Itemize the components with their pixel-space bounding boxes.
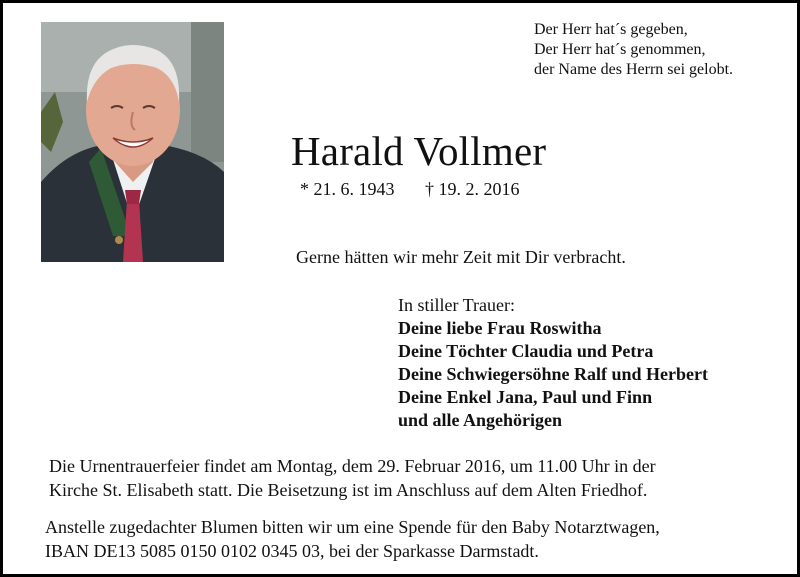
mourner-line: Deine liebe Frau Roswitha bbox=[398, 318, 602, 338]
donation-info bbox=[45, 515, 660, 563]
mourners-intro: In stiller Trauer: bbox=[398, 295, 515, 315]
mourners-block bbox=[398, 294, 708, 432]
verse-line: der Name des Herrn sei gelobt. bbox=[534, 61, 734, 78]
mourner-line: Deine Enkel Jana, Paul und Finn bbox=[398, 387, 653, 407]
bible-verse bbox=[534, 20, 733, 80]
verse-line: Der Herr hat´s gegeben, bbox=[534, 21, 688, 38]
death-date: † 19. 2. 2016 bbox=[425, 179, 520, 199]
memorial-quote: Gerne hätten wir mehr Zeit mit Dir verbracht. bbox=[296, 247, 626, 267]
donation-line: Anstelle zugedachter Blumen bitten wir um eine Spende für den Baby Notarztwagen, bbox=[45, 517, 660, 537]
birth-date: * 21. 6. 1943 bbox=[300, 179, 395, 199]
mourner-line: und alle Angehörigen bbox=[398, 410, 563, 430]
deceased-name: Harald Vollmer bbox=[291, 128, 547, 174]
donation-line: IBAN DE13 5085 0150 0102 0345 03, bei der Sparkasse Darmstadt. bbox=[45, 541, 539, 561]
funeral-service-info bbox=[49, 454, 656, 502]
mourner-line: Deine Töchter Claudia und Petra bbox=[398, 341, 654, 361]
mourner-line: Deine Schwiegersöhne Ralf und Herbert bbox=[398, 364, 708, 384]
verse-line: Der Herr hat´s genommen, bbox=[534, 41, 706, 58]
life-dates bbox=[300, 178, 520, 200]
service-line: Die Urnentrauerfeier findet am Montag, dem 29. Februar 2016, um 11.00 Uhr in der bbox=[49, 456, 656, 476]
service-line: Kirche St. Elisabeth statt. Die Beisetzung ist im Anschluss auf dem Alten Friedhof. bbox=[49, 480, 648, 500]
portrait-photo bbox=[41, 22, 224, 262]
